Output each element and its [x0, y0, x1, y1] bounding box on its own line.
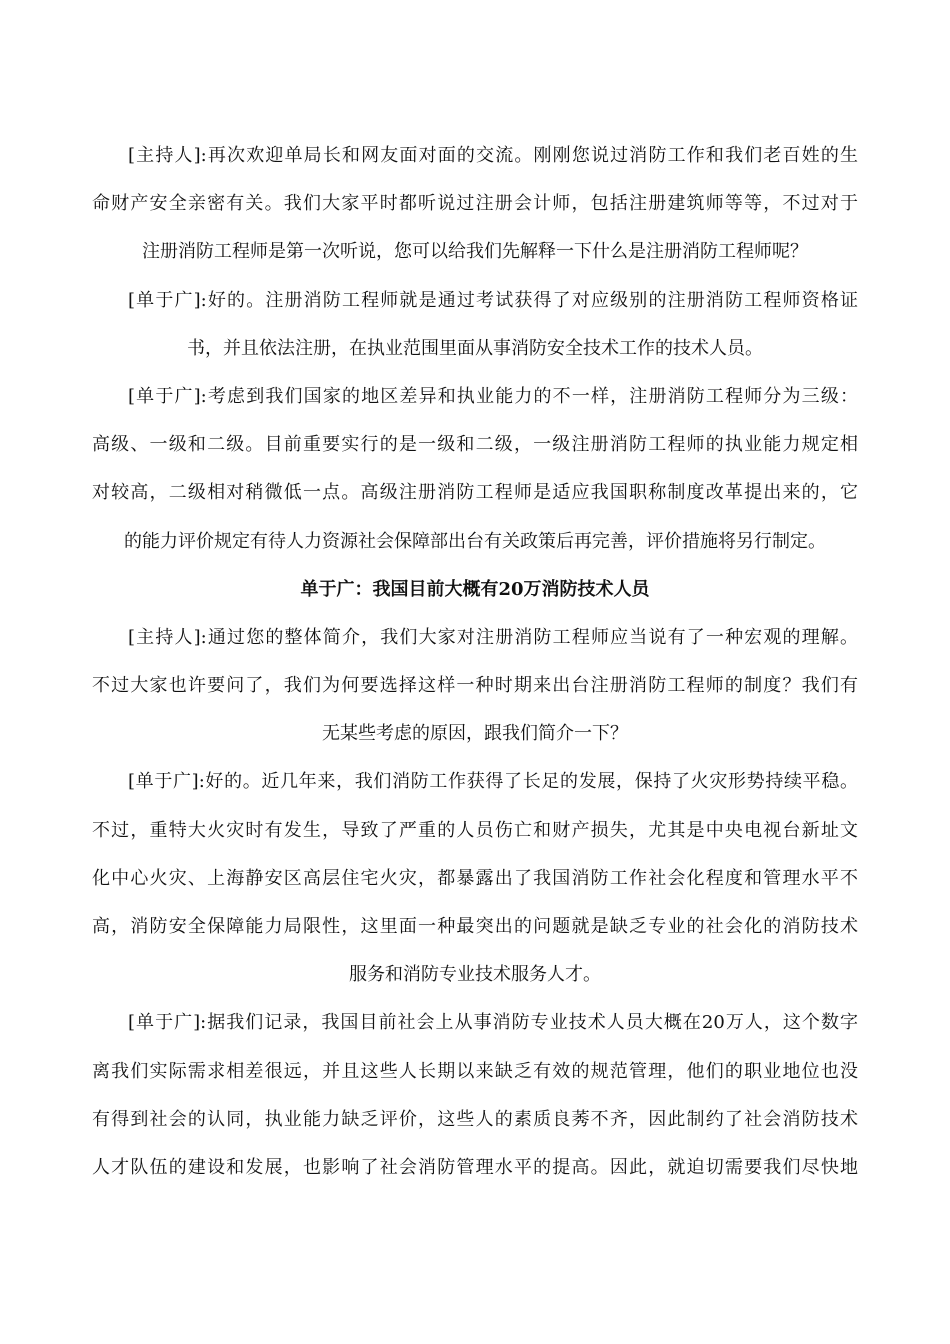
paragraph-line: 离我们实际需求相差很远，并且这些人长期以来缺乏有效的规范管理，他们的职业地位也没 — [92, 1060, 858, 1082]
paragraph-line: 的能力评价规定有待人力资源社会保障部出台有关政策后再完善，评价措施将另行制定。 — [124, 530, 826, 552]
paragraph-line: 书，并且依法注册，在执业范围里面从事消防安全技术工作的技术人员。 — [187, 337, 763, 359]
paragraph-line: 高级、一级和二级。目前重要实行的是一级和二级，一级注册消防工程师的执业能力规定相 — [92, 434, 858, 456]
document-body — [92, 132, 858, 1192]
paragraph-line: 注册消防工程师是第一次听说，您可以给我们先解释一下什么是注册消防工程师呢？ — [142, 241, 808, 263]
paragraph-line: [单于广]:好的。近几年来，我们消防工作获得了长足的发展，保持了火灾形势持续平稳。 — [128, 771, 858, 793]
paragraph-line: 高，消防安全保障能力局限性，这里面一种最突出的问题就是缺乏专业的社会化的消防技术 — [92, 916, 858, 937]
paragraph-line: [主持人]:再次欢迎单局长和网友面对面的交流。刚刚您说过消防工作和我们老百姓的生 — [128, 145, 858, 166]
paragraph-line: 不过，重特大火灾时有发生，导致了严重的人员伤亡和财产损失，尤其是中央电视台新址文 — [92, 819, 858, 841]
paragraph-line: [单于广]:好的。注册消防工程师就是通过考试获得了对应级别的注册消防工程师资格证 — [128, 289, 858, 311]
paragraph-line: 人才队伍的建设和发展，也影响了社会消防管理水平的提高。因此，就迫切需要我们尽快地 — [92, 1156, 858, 1178]
paragraph-line: 不过大家也许要问了，我们为何要选择这样一种时期来出台注册消防工程师的制度？我们有 — [92, 675, 858, 697]
paragraph-line: 命财产安全亲密有关。我们大家平时都听说过注册会计师，包括注册建筑师等等，不过对于 — [92, 193, 858, 215]
paragraph-line: [单于广]:考虑到我们国家的地区差异和执业能力的不一样，注册消防工程师分为三级： — [128, 385, 858, 407]
paragraph-line: 无某些考虑的原因，跟我们简介一下？ — [322, 723, 628, 745]
section-heading: 单于广：我国目前大概有20万消防技术人员 — [300, 578, 650, 600]
paragraph-line: 服务和消防专业技术服务人才。 — [349, 964, 601, 986]
paragraph-line: 有得到社会的认同，执业能力缺乏评价，这些人的素质良莠不齐，因此制约了社会消防技术 — [92, 1108, 858, 1130]
paragraph-line: 对较高，二级相对稍微低一点。高级注册消防工程师是适应我国职称制度改革提出来的，它 — [92, 482, 858, 504]
paragraph-line: [主持人]:通过您的整体简介，我们大家对注册消防工程师应当说有了一种宏观的理解。 — [128, 626, 858, 648]
paragraph-line: [单于广]:据我们记录，我国目前社会上从事消防专业技术人员大概在20万人，这个数字 — [128, 1012, 858, 1034]
paragraph-line: 化中心火灾、上海静安区高层住宅火灾，都暴露出了我国消防工作社会化程度和管理水平不 — [92, 867, 858, 889]
